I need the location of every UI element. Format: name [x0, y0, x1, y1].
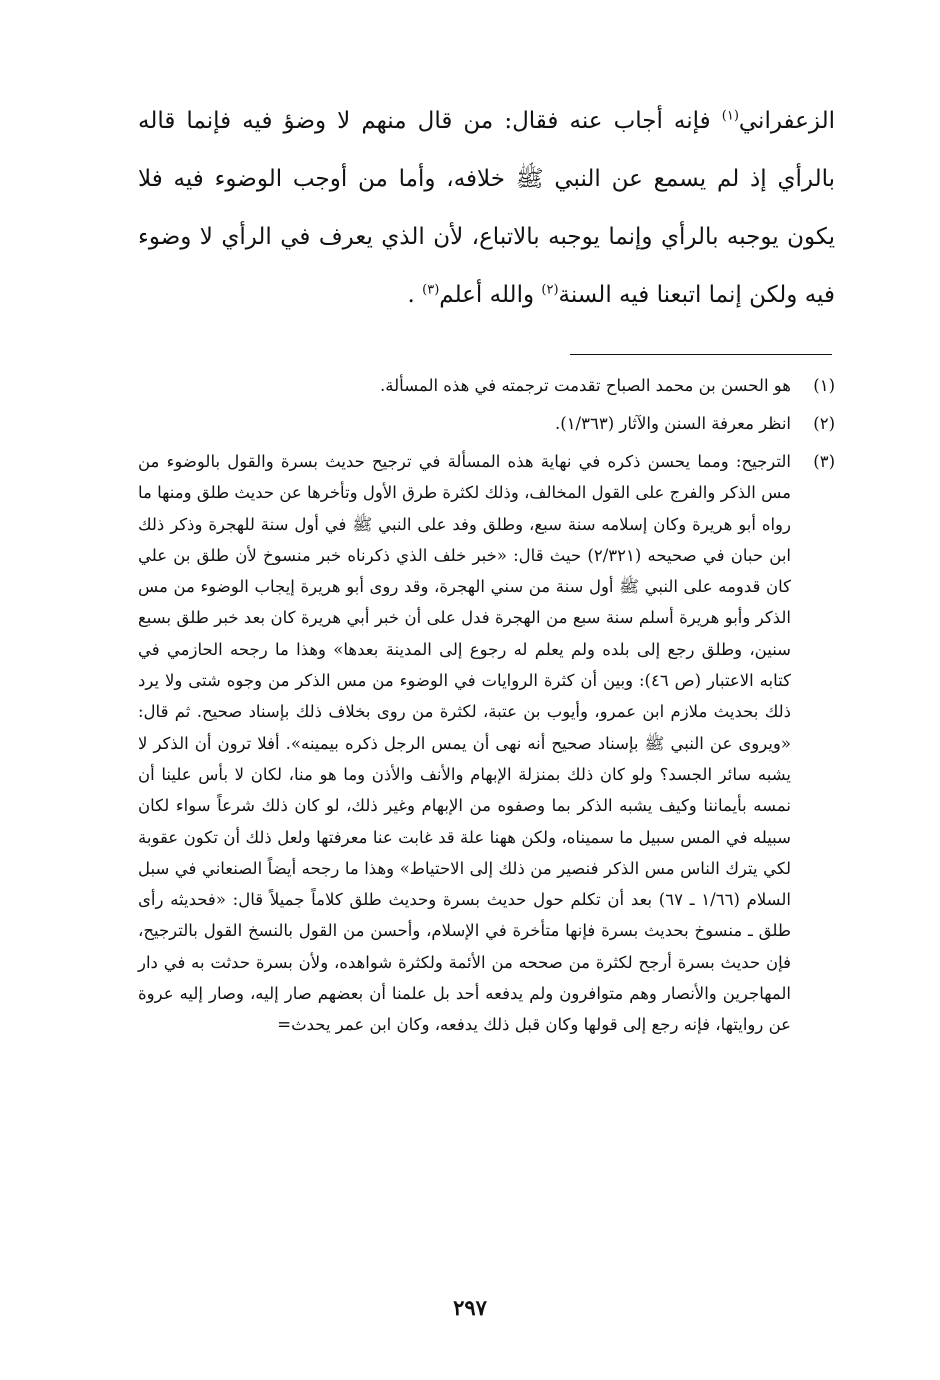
footnotes [138, 370, 835, 1041]
footnote-2-number: (٢) [813, 414, 835, 433]
main-text-part-3: والله أعلم [439, 282, 542, 308]
page-number: ٢٩٧ [453, 1295, 487, 1320]
footnote-ref-3: (٣) [422, 282, 440, 298]
footnote-3-text: الترجيح: ومما يحسن ذكره في نهاية هذه المسألة في ترجيح حديث بسرة والقول بالوضوء من مس الذكر والفرج على القول المخالف، وذلك لكثرة طرق الأول وتأخرها عن حديث طلق ومنها ما رواه أبو هريرة وكان إسلامه سنة سبع، وطلق وفد على النبي ﷺ في أول سنة للهجرة وذكر ذلك ابن حبان في صحيحه (٢/٣٢١) حيث قال: «خبر خلف الذي ذكرناه خبر منسوخ لأن طلق بن علي كان قدومه على النبي ﷺ أول سنة من سني الهجرة، وقد روى أبو هريرة إيجاب الوضوء من مس الذكر وأبو هريرة أسلم سنة سبع من الهجرة فدل على أن خبر أبي هريرة كان بعد خبر طلق بسبع سنين، وطلق رجع إلى بلده ولم يعلم له رجوع إلى المدينة بعدها» وهذا ما رجحه الحازمي في كتابه الاعتبار (ص ٤٦): وبين أن كثرة الروايات في الوضوء من مس الذكر من وجوه شتى ولا يرد ذلك بحديث ملازم ابن عمرو، وأيوب بن عتبة، لكثرة من روى بخلاف ذلك بإسناد صحيح. ثم قال: «ويروى عن النبي ﷺ بإسناد صحيح أنه نهى أن يمس الرجل ذكره بيمينه». أفلا ترون أن الذكر لا يشبه سائر الجسد؟ ولو كان ذلك بمنزلة الإبهام والأنف والأذن وما هو منا، لكان لا بأس علينا أن نمسه بأيماننا وكيف يشبه الذكر بما وصفوه من الإبهام وغير ذلك، لو كان ذلك شرعاً سواء لكان سبيله في المس سبيل ما سميناه، ولكن ههنا علة قد غابت عنا معرفتها ولعل ذلك أن تكون عقوبة لكي يترك الناس مس الذكر فنصير من ذلك إلى الاحتياط» وهذا ما رجحه أيضاً الصنعاني في سبل السلام (١/٦٦ ـ ٦٧) بعد أن تكلم حول حديث بسرة وحديث طلق كلاماً جميلاً قال: «فحديثه رأى طلق ـ منسوخ بحديث بسرة فإنها متأخرة في الإسلام، وأحسن من القول بالنسخ القول بالترجيح، فإن حديث بسرة أرجح لكثرة من صححه من الأئمة ولكثرة شواهده، ولأن بسرة حدثت به في دار المهاجرين والأنصار وهم متوافرون ولم يدفعه أحد بل علمنا أن بعضهم صار إليه، وصار إليه عروة عن روايتها، فإنه رجع إلى قولها وكان قبل ذلك يدفعه، وكان ابن عمر يحدث= [138, 452, 792, 1035]
footnote-1 [138, 370, 835, 402]
footnote-3-number: (٣) [813, 452, 835, 471]
main-text-part-4: . [407, 282, 423, 308]
footnote-1-text: هو الحسن بن محمد الصباح تقدمت ترجمته في هذه المسألة. [380, 376, 791, 395]
footnote-ref-2: (٢) [541, 282, 559, 298]
footnote-ref-1: (١) [721, 108, 739, 124]
main-text-part-1: الزعفراني [738, 108, 835, 134]
footnote-2-text: انظر معرفة السنن والآثار (١/٣٦٣). [555, 414, 791, 433]
main-paragraph [138, 92, 835, 324]
main-text-part-2: فإنه أجاب عنه فقال: من قال منهم لا وضؤ فيه فإنما قاله بالرأي إذ لم يسمع عن النبي ﷺ خلافه، وأما من أوجب الوضوء فيه فلا يكون يوجبه بالرأي وإنما يوجبه بالاتباع، لأن الذي يعرف في الرأي لا وضوء فيه ولكن إنما اتبعنا فيه السنة [138, 108, 836, 308]
footnote-1-number: (١) [813, 376, 835, 395]
footnote-3 [138, 446, 835, 1041]
footnote-2 [138, 408, 835, 440]
main-text [138, 92, 835, 324]
footnote-separator [570, 354, 832, 355]
